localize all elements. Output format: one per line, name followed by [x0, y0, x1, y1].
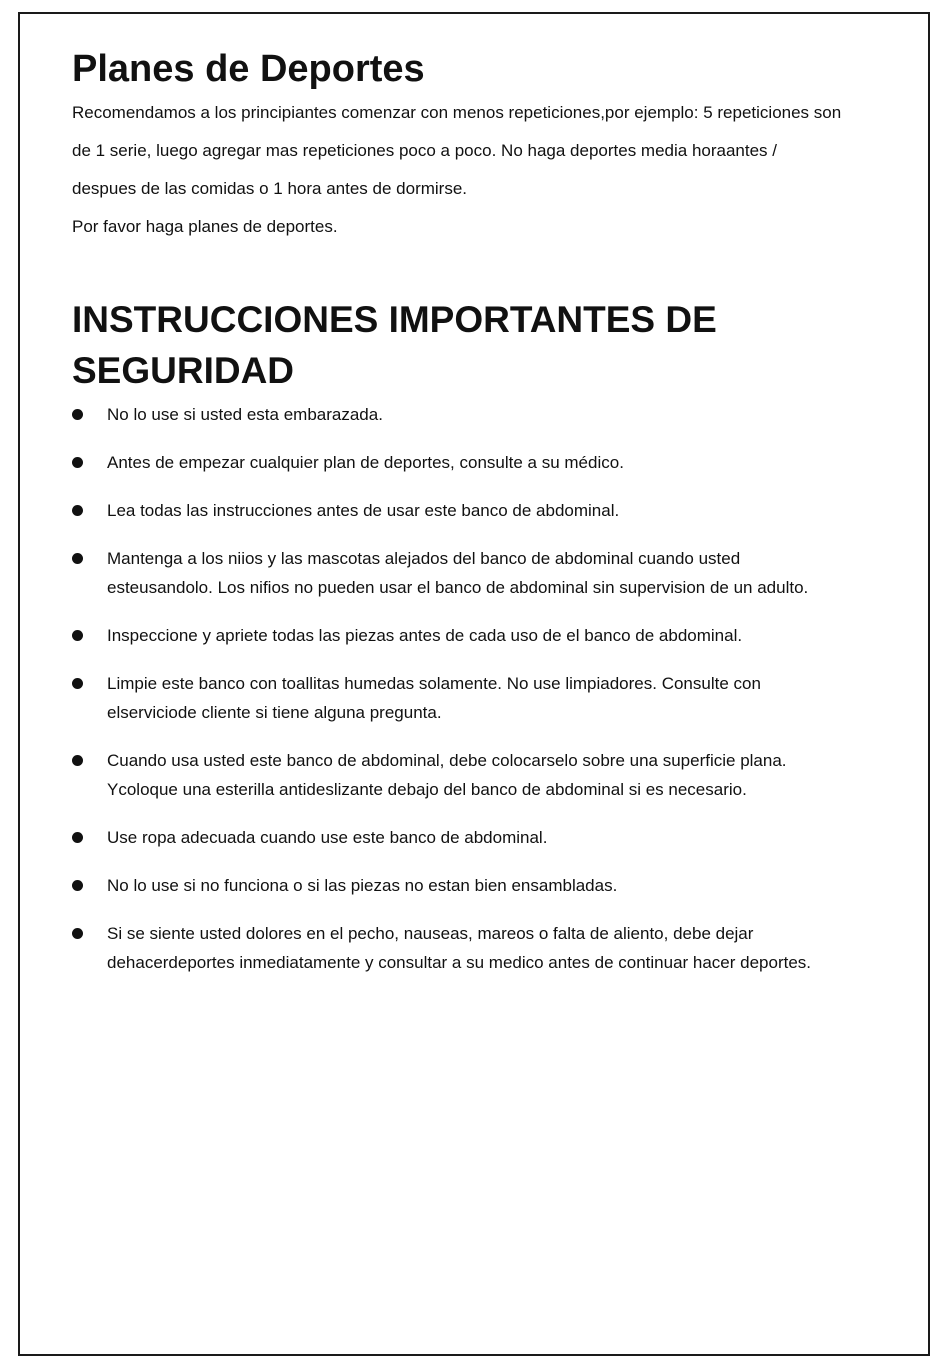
safety-item-line: elserviciode cliente si tiene alguna pregunta.: [107, 702, 442, 722]
plans-heading: Planes de Deportes: [72, 48, 425, 90]
plans-paragraph-line-3: despues de las comidas o 1 hora antes de dormirse.: [72, 178, 468, 198]
plans-intro: [72, 94, 892, 246]
safety-item: [72, 919, 892, 977]
bullet-icon: [72, 630, 83, 641]
document-content: [72, 46, 892, 996]
bullet-icon: [72, 755, 83, 766]
safety-item: [72, 823, 892, 852]
safety-item-line: Inspeccione y apriete todas las piezas antes de cada uso de el banco de abdominal.: [107, 625, 743, 645]
safety-item-line: esteusandolo. Los nifios no pueden usar el banco de abdominal sin supervision de un adulto.: [107, 577, 809, 597]
safety-item-line: Antes de empezar cualquier plan de deportes, consulte a su médico.: [107, 452, 624, 472]
safety-item: [72, 621, 892, 650]
safety-heading-line-2: SEGURIDAD: [72, 349, 295, 391]
safety-item: [72, 496, 892, 525]
safety-item-line: Limpie este banco con toallitas humedas solamente. No use limpiadores. Consulte con: [107, 673, 761, 693]
safety-item: [72, 400, 892, 429]
safety-item-line: Use ropa adecuada cuando use este banco de abdominal.: [107, 827, 548, 847]
safety-item-line: Ycoloque una esterilla antideslizante debajo del banco de abdominal si es necesario.: [107, 779, 747, 799]
bullet-icon: [72, 832, 83, 843]
safety-item-line: No lo use si usted esta embarazada.: [107, 404, 383, 424]
bullet-icon: [72, 505, 83, 516]
bullet-icon: [72, 553, 83, 564]
bullet-icon: [72, 928, 83, 939]
bullet-icon: [72, 678, 83, 689]
safety-item-line: Lea todas las instrucciones antes de usar este banco de abdominal.: [107, 500, 620, 520]
safety-item: [72, 746, 892, 804]
safety-item-line: Si se siente usted dolores en el pecho, nauseas, mareos o falta de aliento, debe dejar: [107, 923, 754, 943]
safety-item: [72, 669, 892, 727]
bullet-icon: [72, 409, 83, 420]
safety-item-line: dehacerdeportes inmediatamente y consultar a su medico antes de continuar hacer deportes.: [107, 952, 812, 972]
safety-item: [72, 544, 892, 602]
safety-heading: [72, 294, 892, 396]
safety-item-line: Mantenga a los niios y las mascotas alejados del banco de abdominal cuando usted: [107, 548, 741, 568]
bullet-icon: [72, 880, 83, 891]
bullet-icon: [72, 457, 83, 468]
plans-paragraph-line-1: Recomendamos a los principiantes comenzar con menos repeticiones,por ejemplo: 5 repeticiones son: [72, 102, 842, 122]
plans-closing: Por favor haga planes de deportes.: [72, 216, 338, 236]
safety-list: [72, 400, 892, 977]
safety-item: [72, 448, 892, 477]
safety-item-line: No lo use si no funciona o si las piezas no estan bien ensambladas.: [107, 875, 618, 895]
safety-item-line: Cuando usa usted este banco de abdominal, debe colocarselo sobre una superficie plana.: [107, 750, 787, 770]
safety-heading-line-1: INSTRUCCIONES IMPORTANTES DE: [72, 298, 717, 340]
plans-paragraph-line-2: de 1 serie, luego agregar mas repeticiones poco a poco. No haga deportes media horaantes /: [72, 140, 778, 160]
safety-item: [72, 871, 892, 900]
